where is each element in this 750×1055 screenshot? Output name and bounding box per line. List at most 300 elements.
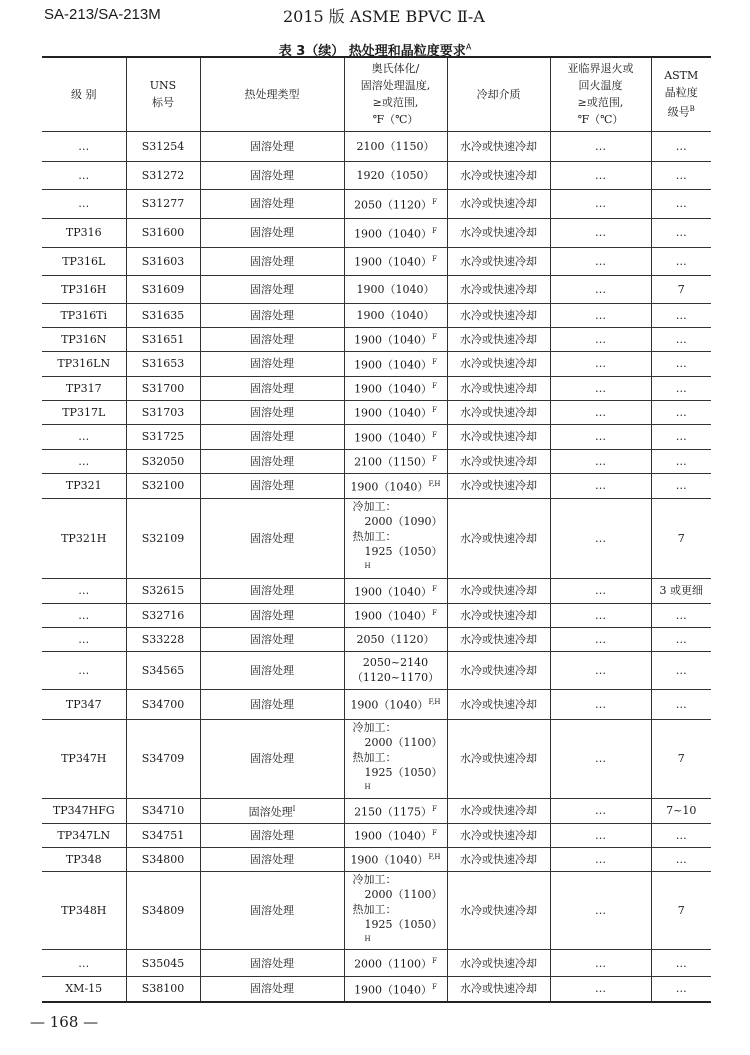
- temperature-text: 1920（1050）: [356, 168, 435, 182]
- heat-treatment-cell: [200, 424, 344, 449]
- temperature-text: 1900（1040）: [356, 308, 435, 322]
- footnote-marker: F: [432, 430, 437, 439]
- subcritical-temperature-cell-text: …: [595, 226, 606, 239]
- grade-cell-text: TP348: [65, 852, 102, 866]
- grade-cell: [42, 603, 126, 627]
- cooling-medium-cell-text: 水冷或快速冷却: [460, 852, 537, 866]
- uns-cell: [126, 651, 200, 689]
- heat-treatment-cell: [200, 603, 344, 627]
- heat-treatment-cell-text: 固溶处理: [250, 332, 294, 346]
- cooling-medium-cell-text: 水冷或快速冷却: [460, 479, 537, 492]
- subcritical-temperature-cell-text: …: [595, 405, 606, 419]
- subcritical-temperature-cell-text: …: [595, 752, 606, 765]
- heat-treatment-cell: [200, 847, 344, 871]
- temperature-line: [353, 720, 447, 735]
- grain-size-cell: [651, 131, 711, 161]
- table-row: [42, 871, 711, 950]
- subcritical-temperature-cell-text: …: [595, 430, 606, 443]
- footnote-marker: F: [432, 455, 437, 464]
- uns-cell: [126, 871, 200, 950]
- uns-cell: [126, 449, 200, 473]
- table-row: [42, 189, 711, 218]
- heat-treatment-cell-text: 固溶处理: [250, 454, 294, 468]
- temperature-cell: [344, 303, 447, 327]
- temperature-line: [345, 954, 447, 972]
- grain-size-cell-text: …: [675, 381, 687, 395]
- table-row: [42, 578, 711, 603]
- subcritical-temperature-cell: [550, 847, 651, 871]
- subcritical-temperature-cell: [550, 275, 651, 303]
- heat-treatment-cell-text: 固溶处理: [250, 479, 294, 492]
- heat-treatment-cell-text: 固溶处理: [250, 381, 294, 395]
- temperature-cell: [344, 424, 447, 449]
- heat-treatment-table: [42, 56, 711, 1003]
- grade-cell: [42, 627, 126, 651]
- grain-size-cell: [651, 247, 711, 275]
- subcritical-temperature-cell-text: …: [595, 632, 606, 646]
- cooling-medium-cell: [447, 275, 550, 303]
- temperature-cell: [344, 473, 447, 498]
- heat-treatment-cell-text: 固溶处理: [250, 531, 294, 545]
- grain-size-cell: [651, 449, 711, 473]
- cooling-medium-cell: [447, 161, 550, 189]
- grain-size-cell: [651, 376, 711, 400]
- heat-treatment-cell: [200, 449, 344, 473]
- temperature-text: 2000（1100）: [354, 957, 433, 971]
- subcritical-temperature-cell: [550, 651, 651, 689]
- heat-treatment-cell-text: 固溶处理: [250, 226, 294, 239]
- temperature-line: [345, 355, 447, 373]
- table-title-footnote: A: [465, 42, 472, 52]
- temperature-line: [345, 980, 447, 998]
- uns-cell-text: S34565: [141, 663, 185, 677]
- grain-size-cell-text: …: [675, 852, 687, 866]
- cooling-medium-cell: [447, 798, 550, 823]
- subcritical-temperature-cell-text: …: [595, 828, 606, 842]
- subcritical-temperature-cell: [550, 473, 651, 498]
- subcritical-temperature-cell-text: …: [595, 804, 606, 817]
- running-header-edition: 2015 版 ASME BPVC Ⅱ-A: [283, 7, 485, 26]
- grade-cell-text: TP321H: [61, 531, 107, 545]
- subcritical-temperature-cell-text: …: [595, 332, 606, 346]
- temperature-line: [353, 750, 447, 765]
- table-row: [42, 400, 711, 424]
- heat-treatment-cell: [200, 473, 344, 498]
- cooling-medium-cell: [447, 719, 550, 798]
- subcritical-temperature-cell-text: …: [595, 903, 606, 917]
- temperature-line: [353, 514, 447, 529]
- uns-cell: [126, 376, 200, 400]
- heat-treatment-cell: [200, 578, 344, 603]
- table-title-text: 表 3（续） 热处理和晶粒度要求: [278, 44, 466, 59]
- grade-cell: [42, 131, 126, 161]
- uns-cell-text: S31635: [141, 308, 185, 322]
- grain-size-cell-text: …: [675, 430, 687, 443]
- grain-size-cell-text: …: [675, 608, 687, 622]
- cooling-medium-cell: [447, 218, 550, 247]
- subcritical-temperature-cell-text: …: [595, 584, 606, 597]
- cooling-medium-cell-text: 水冷或快速冷却: [460, 332, 537, 346]
- temperature-text: 1900（1040）: [350, 853, 429, 867]
- heat-treatment-cell-text: 固溶处理: [250, 357, 294, 370]
- temperature-cell: [344, 376, 447, 400]
- grade-cell: [42, 473, 126, 498]
- uns-cell: [126, 689, 200, 719]
- temperature-cell: [344, 651, 447, 689]
- grade-cell-text: TP347H: [61, 752, 107, 765]
- header-line-text: 级号: [667, 106, 690, 120]
- cooling-medium-cell-text: 水冷或快速冷却: [460, 828, 537, 842]
- subcritical-temperature-cell-text: …: [595, 282, 606, 296]
- grain-size-cell-text: 7: [677, 903, 685, 917]
- cooling-medium-cell: [447, 449, 550, 473]
- temperature-cell: [344, 847, 447, 871]
- table-row: [42, 798, 711, 823]
- grain-size-cell: [651, 275, 711, 303]
- subcritical-temperature-cell-text: …: [595, 663, 606, 677]
- table-row: [42, 247, 711, 275]
- footnote-marker: F: [432, 197, 437, 206]
- temperature-text: 2050~2140: [362, 656, 429, 669]
- heat-treatment-cell: [200, 218, 344, 247]
- table-row: [42, 275, 711, 303]
- table-row: [42, 473, 711, 498]
- temperature-text: 1900（1040）: [350, 480, 429, 494]
- cooling-medium-cell: [447, 689, 550, 719]
- subcritical-temperature-cell-text: …: [595, 168, 606, 182]
- footnote-marker: F,H: [428, 479, 441, 488]
- temperature-line: [345, 606, 447, 624]
- grade-cell: [42, 977, 126, 1002]
- grade-cell-text: TP316L: [62, 254, 106, 268]
- cooling-medium-cell: [447, 578, 550, 603]
- temperature-cell: [344, 950, 447, 977]
- uns-cell: [126, 275, 200, 303]
- temperature-text: 2100（1150）: [354, 455, 433, 469]
- heat-treatment-cell-text: 固溶处理: [250, 697, 294, 711]
- uns-cell-text: S31277: [141, 197, 185, 210]
- uns-cell-text: S34809: [141, 903, 185, 917]
- table-row: [42, 823, 711, 847]
- subcritical-temperature-cell: [550, 189, 651, 218]
- temperature-line: [353, 902, 447, 917]
- temperature-text: 1925（1050）: [364, 917, 443, 931]
- uns-cell-text: S32615: [141, 584, 185, 597]
- subcritical-temperature-cell-text: …: [595, 608, 606, 622]
- subcritical-temperature-cell: [550, 977, 651, 1002]
- grade-cell-text: TP347HFG: [52, 804, 115, 817]
- temperature-cell: [344, 449, 447, 473]
- uns-cell: [126, 247, 200, 275]
- cooling-medium-cell: [447, 871, 550, 950]
- temperature-line: [353, 735, 447, 750]
- temperature-cell: [344, 719, 447, 798]
- table-row: [42, 977, 711, 1002]
- heat-treatment-cell: [200, 871, 344, 950]
- cooling-medium-cell-text: 水冷或快速冷却: [460, 197, 537, 210]
- temperature-text: 2100（1150）: [356, 139, 435, 153]
- temperature-cell: [344, 798, 447, 823]
- temperature-text: （1120~1170）: [351, 671, 440, 684]
- cooling-medium-cell-text: 水冷或快速冷却: [460, 804, 537, 817]
- grade-cell-text: TP316H: [61, 282, 107, 296]
- table-row: [42, 719, 711, 798]
- table-row: [42, 327, 711, 351]
- temperature-text: 1900（1040）: [354, 382, 433, 396]
- grain-size-cell-text: …: [675, 254, 687, 268]
- uns-cell-text: S34710: [141, 804, 185, 817]
- cooling-medium-cell-text: 水冷或快速冷却: [460, 381, 537, 395]
- subcritical-temperature-cell-text: …: [595, 956, 606, 970]
- grade-cell: [42, 275, 126, 303]
- temperature-line: [345, 477, 447, 495]
- cooling-medium-cell: [447, 303, 550, 327]
- heat-treatment-cell-text: 固溶处理: [250, 168, 294, 182]
- heat-treatment-cell: [200, 189, 344, 218]
- temperature-line: [353, 872, 447, 887]
- uns-cell-text: S35045: [141, 956, 185, 970]
- temperature-cell: [344, 400, 447, 424]
- grain-size-cell-text: …: [675, 139, 687, 153]
- grain-size-cell: [651, 627, 711, 651]
- uns-cell-text: S31609: [141, 282, 185, 296]
- cooling-medium-cell: [447, 376, 550, 400]
- grain-size-cell-text: …: [675, 168, 687, 182]
- grain-size-cell-text: …: [675, 357, 687, 370]
- temperature-line: [353, 529, 447, 544]
- header-line: UNS: [149, 79, 177, 93]
- temperature-line: [353, 887, 447, 902]
- table-row: [42, 449, 711, 473]
- heat-treatment-cell-text: 固溶处理: [250, 752, 294, 765]
- table-row: [42, 689, 711, 719]
- heat-treatment-cell: [200, 161, 344, 189]
- cooling-medium-cell-text: 水冷或快速冷却: [460, 405, 537, 419]
- uns-cell: [126, 578, 200, 603]
- column-header-grade: [42, 57, 126, 131]
- subcritical-temperature-cell-text: …: [595, 479, 606, 492]
- header-line: ≥或范围,: [372, 96, 419, 110]
- grain-size-cell: [651, 950, 711, 977]
- header-line: ℉（℃）: [577, 113, 624, 127]
- subcritical-temperature-cell: [550, 498, 651, 578]
- heat-treatment-cell-text: 固溶处理: [250, 282, 294, 296]
- grade-cell-text: TP316N: [61, 332, 107, 346]
- temperature-text: 冷加工：: [352, 720, 397, 734]
- subcritical-temperature-cell-text: …: [595, 254, 606, 268]
- uns-cell: [126, 798, 200, 823]
- temperature-cell: [344, 823, 447, 847]
- grade-cell-text: …: [78, 632, 90, 646]
- heat-treatment-cell-text: 固溶处理: [250, 584, 294, 597]
- uns-cell: [126, 218, 200, 247]
- uns-cell-text: S34700: [141, 697, 185, 711]
- footnote-marker: F: [432, 357, 437, 366]
- table-row: [42, 424, 711, 449]
- heat-treatment-cell: [200, 400, 344, 424]
- heat-treatment-cell: [200, 351, 344, 376]
- grade-cell-text: …: [78, 956, 90, 970]
- footnote-marker: I: [292, 804, 296, 813]
- footnote-marker: F: [432, 255, 437, 264]
- grain-size-cell-text: …: [675, 828, 687, 842]
- temperature-line: [345, 330, 447, 348]
- grain-size-cell-text: …: [675, 197, 687, 210]
- header-line: [652, 101, 712, 121]
- table-header-row: [42, 57, 711, 131]
- footnote-marker: F: [432, 584, 437, 593]
- cooling-medium-cell: [447, 651, 550, 689]
- grain-size-cell: [651, 871, 711, 950]
- cooling-medium-cell: [447, 847, 550, 871]
- heat-treatment-cell-text: 固溶处理: [250, 663, 294, 677]
- heat-treatment-cell: [200, 689, 344, 719]
- temperature-line: [345, 655, 447, 670]
- grain-size-cell: [651, 424, 711, 449]
- temperature-line: [353, 544, 447, 577]
- temperature-text: 热加工：: [352, 902, 397, 916]
- uns-cell: [126, 351, 200, 376]
- grade-cell: [42, 498, 126, 578]
- temperature-line: [345, 224, 447, 242]
- cooling-medium-cell-text: 水冷或快速冷却: [460, 139, 537, 153]
- temperature-text: 1925（1050）: [364, 765, 443, 779]
- cooling-medium-cell: [447, 131, 550, 161]
- cooling-medium-cell-text: 水冷或快速冷却: [460, 454, 537, 468]
- column-header-cooling-medium: [447, 57, 550, 131]
- temperature-cell: [344, 161, 447, 189]
- heat-treatment-cell: [200, 719, 344, 798]
- grain-size-cell: [651, 651, 711, 689]
- temperature-line: [345, 379, 447, 397]
- cooling-medium-cell-text: 水冷或快速冷却: [460, 903, 537, 917]
- table-row: [42, 498, 711, 578]
- footnote-marker: F: [432, 226, 437, 235]
- heat-treatment-cell: [200, 823, 344, 847]
- temperature-text: 1900（1040）: [356, 282, 435, 296]
- uns-cell: [126, 400, 200, 424]
- heat-treatment-cell-text: 固溶处理: [250, 903, 294, 917]
- temperature-text: 1900（1040）: [354, 333, 433, 347]
- subcritical-temperature-cell: [550, 218, 651, 247]
- cooling-medium-cell-text: 水冷或快速冷却: [460, 697, 537, 711]
- grade-cell: [42, 719, 126, 798]
- subcritical-temperature-cell: [550, 303, 651, 327]
- grade-cell-text: …: [78, 663, 90, 677]
- header-line: ℉（℃）: [372, 113, 419, 127]
- temperature-cell: [344, 131, 447, 161]
- temperature-text: 热加工：: [352, 750, 397, 764]
- uns-cell: [126, 498, 200, 578]
- heat-treatment-cell-text: 固溶处理: [250, 956, 294, 970]
- running-header-standard: SA-213/SA-213M: [44, 6, 161, 23]
- uns-cell-text: S31700: [141, 381, 185, 395]
- grade-cell: [42, 798, 126, 823]
- subcritical-temperature-cell: [550, 871, 651, 950]
- temperature-text: 2150（1175）: [354, 805, 433, 819]
- temperature-line: [353, 917, 447, 950]
- subcritical-temperature-cell: [550, 950, 651, 977]
- header-line: 标号: [152, 96, 174, 110]
- subcritical-temperature-cell-text: …: [595, 454, 606, 468]
- temperature-line: [353, 499, 447, 514]
- subcritical-temperature-cell-text: …: [595, 139, 606, 153]
- temperature-line: [345, 282, 447, 297]
- header-line: 晶粒度: [664, 86, 698, 100]
- temperature-text: 冷加工：: [352, 872, 397, 886]
- grain-size-cell-text: 7~10: [666, 804, 697, 817]
- temperature-cell: [344, 603, 447, 627]
- header-line: 亚临界退火或: [567, 62, 634, 76]
- table-row: [42, 847, 711, 871]
- subcritical-temperature-cell: [550, 376, 651, 400]
- cooling-medium-cell: [447, 950, 550, 977]
- cooling-medium-cell-text: 水冷或快速冷却: [460, 632, 537, 646]
- cooling-medium-cell-text: 水冷或快速冷却: [460, 254, 537, 268]
- footnote-marker: H: [364, 782, 371, 791]
- temperature-cell: [344, 977, 447, 1002]
- table-row: [42, 627, 711, 651]
- temperature-cell: [344, 247, 447, 275]
- grain-size-cell-text: 7: [677, 531, 685, 545]
- grade-cell-text: …: [78, 584, 90, 597]
- grain-size-cell-text: …: [675, 632, 687, 646]
- grade-cell-text: TP321: [65, 479, 102, 492]
- subcritical-temperature-cell-text: …: [595, 308, 606, 322]
- grade-cell: [42, 303, 126, 327]
- heat-treatment-cell-text: 固溶处理: [250, 254, 294, 268]
- heat-treatment-cell-text: 固溶处理: [250, 430, 294, 443]
- subcritical-temperature-cell: [550, 161, 651, 189]
- grain-size-cell: [651, 719, 711, 798]
- uns-cell-text: S32050: [141, 454, 185, 468]
- cooling-medium-cell: [447, 351, 550, 376]
- grade-cell-text: …: [78, 197, 90, 210]
- grade-cell: [42, 871, 126, 950]
- grain-size-cell-text: …: [675, 454, 687, 468]
- table-row: [42, 303, 711, 327]
- temperature-text: 1925（1050）: [364, 545, 443, 559]
- grade-cell-text: TP316LN: [57, 357, 111, 370]
- grain-size-cell: [651, 798, 711, 823]
- subcritical-temperature-cell: [550, 823, 651, 847]
- cooling-medium-cell: [447, 189, 550, 218]
- heat-treatment-cell-text: 固溶处理: [250, 608, 294, 622]
- heat-treatment-cell-text: 固溶处理: [250, 828, 294, 842]
- grain-size-cell-text: 7: [677, 282, 685, 296]
- temperature-text: 冷加工：: [352, 500, 397, 514]
- heat-treatment-cell: [200, 498, 344, 578]
- grain-size-cell: [651, 603, 711, 627]
- grain-size-cell: [651, 161, 711, 189]
- heat-treatment-cell: [200, 247, 344, 275]
- cooling-medium-cell-text: 水冷或快速冷却: [460, 752, 537, 765]
- header-line: 固溶处理温度,: [360, 79, 431, 93]
- grade-cell: [42, 247, 126, 275]
- grade-cell-text: TP348H: [61, 903, 107, 917]
- subcritical-temperature-cell: [550, 449, 651, 473]
- grade-cell: [42, 161, 126, 189]
- grain-size-cell-text: 7: [677, 752, 685, 765]
- subcritical-temperature-cell: [550, 400, 651, 424]
- uns-cell-text: S31272: [141, 168, 185, 182]
- temperature-cell: [344, 351, 447, 376]
- temperature-line: [345, 252, 447, 270]
- cooling-medium-cell: [447, 400, 550, 424]
- temperature-cell: [344, 871, 447, 950]
- heat-treatment-cell: [200, 376, 344, 400]
- temperature-text: 2000（1090）: [364, 515, 443, 529]
